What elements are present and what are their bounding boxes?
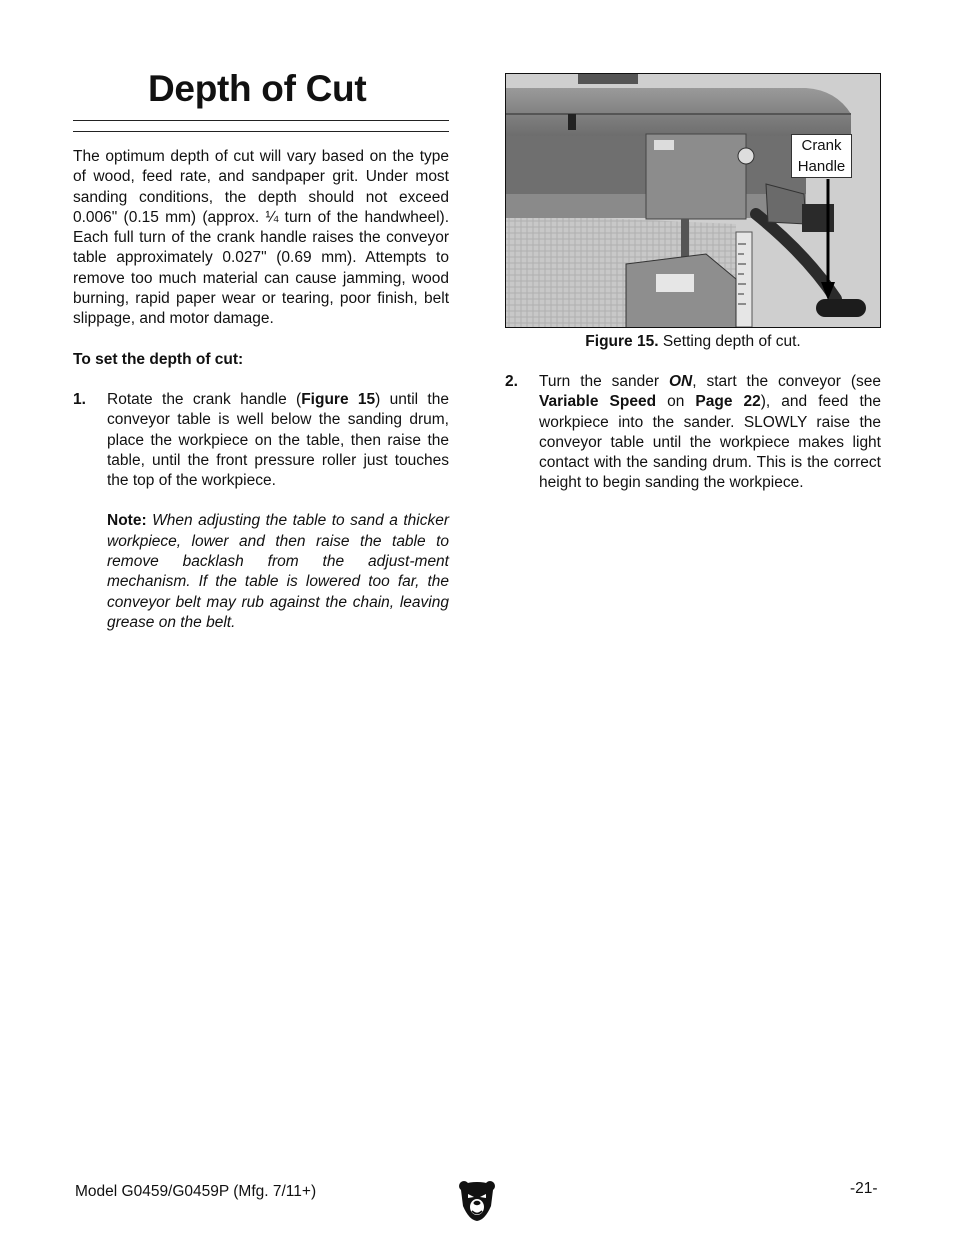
left-column — [73, 147, 449, 633]
figure-15-ref: Figure 15 — [301, 390, 376, 408]
sander-illustration — [506, 74, 881, 328]
step-2-text-b: , start the conveyor (see — [692, 373, 881, 390]
callout-line-2: Handle — [797, 158, 846, 175]
intro-fraction: ¼ — [265, 208, 279, 226]
step-1 — [73, 390, 449, 491]
page-22-ref: Page 22 — [695, 393, 761, 411]
right-column — [505, 372, 881, 514]
footer-model: Model G0459/G0459P (Mfg. 7/11+) — [75, 1183, 317, 1200]
step-1-text-a: Rotate the crank handle ( — [107, 390, 302, 408]
step-1-number: 1. — [73, 390, 86, 408]
figure-15-photo — [505, 73, 881, 328]
note-text: When adjusting the table to sand a thicker workpiece, lower and then raise the table to remove backlash from the adjust-ment mechanism. If the table is lowered too far, the conveyor belt may rub against the chain, leaving grease on the belt. — [107, 512, 449, 631]
intro-text-1: The optimum depth of cut will vary based on the type of wood, feed rate, and sandpaper grit. Under most sanding conditions, the depth should not exceed 0.006" (0.15 mm) (approx. — [73, 148, 449, 226]
note-paragraph — [73, 511, 449, 633]
step-2-text-c: on — [667, 393, 685, 411]
caption-label: Figure 15. — [585, 333, 659, 350]
figure-caption — [505, 332, 881, 352]
step-1-text-b: ) until the conveyor table is well below the sanding drum, place the workpiece on the table, then raise the table, until the front pressure roller just touches the top of the workpiece. — [107, 390, 449, 490]
grizzly-bear-logo-icon — [458, 1178, 496, 1227]
step-2-text-a: Turn the sander — [539, 373, 660, 390]
page-title: Depth of Cut — [148, 68, 367, 109]
title-rule — [73, 120, 449, 132]
callout-line-1: Crank — [801, 137, 842, 154]
footer-page-number: -21- — [850, 1180, 878, 1197]
intro-text-2: turn of the handwheel). Each full turn of the crank handle raises the conveyor table approximately 0.027" (0.69 mm). Attempts to remove too much material can cause jamming, wood burning, rapid paper wear or tearing, poor finish, belt slippage, and motor damage. — [73, 208, 449, 328]
procedure-heading: To set the depth of cut: — [73, 350, 244, 368]
on-emphasis: ON — [669, 373, 693, 390]
variable-speed-ref: Variable Speed — [539, 393, 657, 411]
crank-handle-callout — [791, 134, 852, 178]
intro-paragraph — [73, 147, 449, 330]
step-2-number: 2. — [505, 373, 518, 390]
note-label: Note: — [107, 512, 147, 530]
step-2-text-d: ), and feed the workpiece into the sander. SLOWLY raise the conveyor table until the workpiece makes light contact with the sanding drum. This is the correct height to begin sanding the workpiece. — [539, 393, 881, 492]
caption-text: Setting depth of cut. — [662, 333, 801, 350]
step-2 — [505, 372, 881, 494]
